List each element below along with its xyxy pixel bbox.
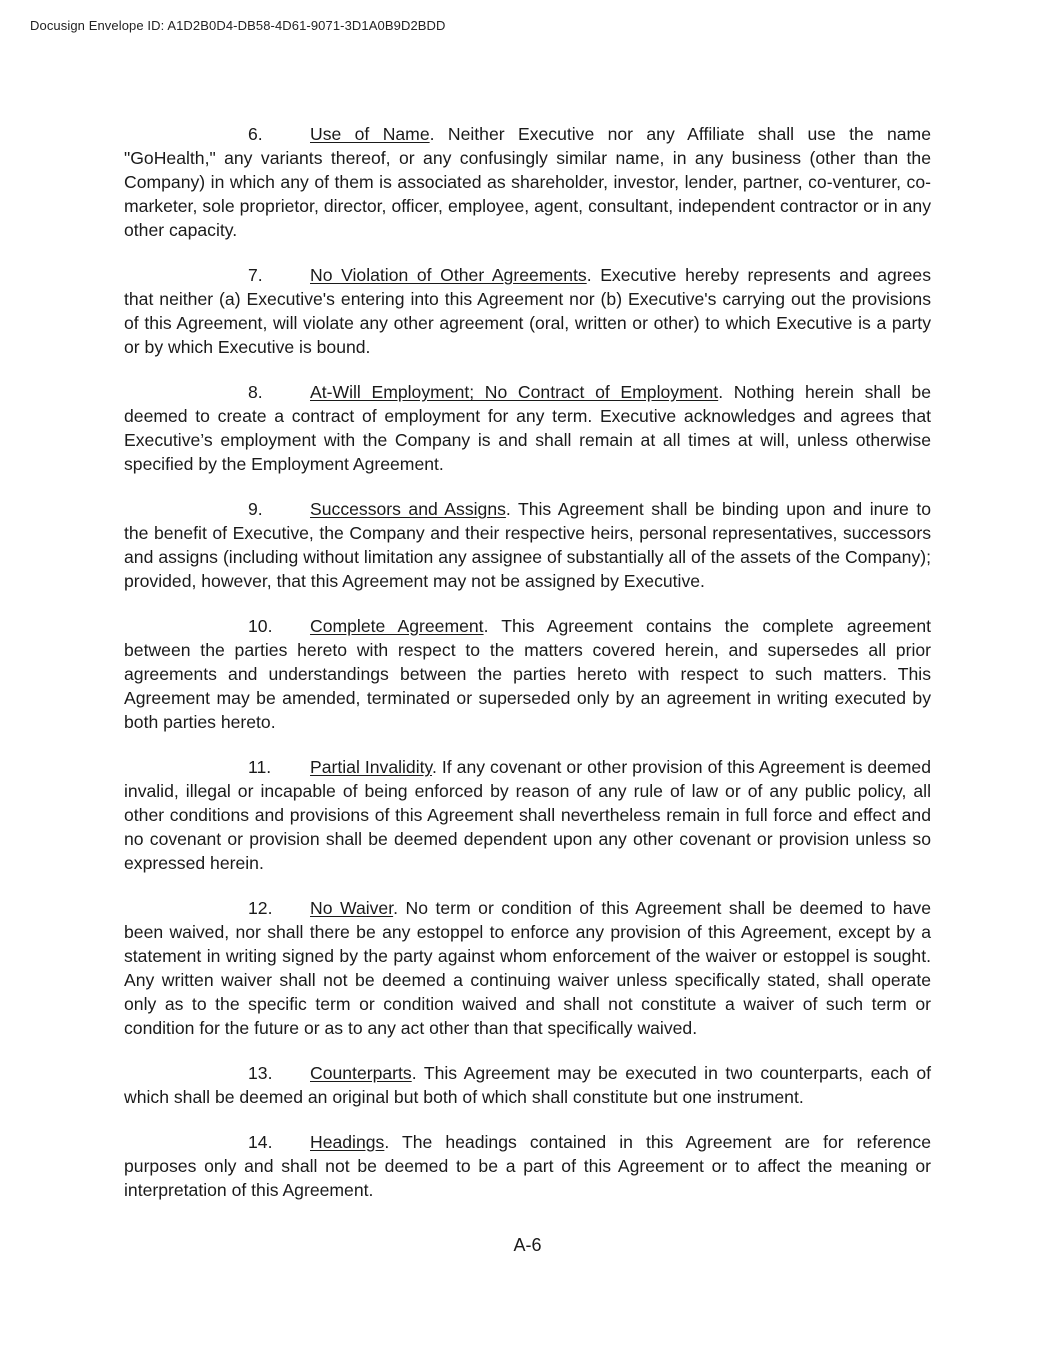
section-heading: Counterparts — [310, 1063, 412, 1083]
section-text: . If any covenant or other provision of this Agreement is deemed invalid, illegal or incapable of being enforced by reason of any rule of law or of any public policy, all other conditions and provisions of this Agreement shall nevertheless remain in full force and effect and no covenant or provision shall be deemed dependent upon any other covenant or provision unless so expressed herein. — [124, 757, 931, 873]
section-text: . Neither Executive nor any Affiliate shall use the name "GoHealth," any variants thereof, or any confusingly similar name, in any business (other than the Company) in which any of them is associated as shareholder, investor, lender, partner, co-venturer, co-marketer, sole proprietor, director, officer, employee, agent, consultant, independent contractor or in any other capacity. — [124, 124, 932, 240]
section-no-waiver — [124, 896, 931, 1040]
envelope-id: Docusign Envelope ID: A1D2B0D4-DB58-4D61-9071-3D1A0B9D2BDD — [30, 18, 446, 33]
section-text: . This Agreement contains the complete agreement between the parties hereto with respect to the matters covered herein, and supersedes all prior agreements and understandings between the parties hereto with respect to such matters. This Agreement may be amended, terminated or superseded only by an agreement in writing executed by both parties hereto. — [124, 616, 931, 732]
section-heading: Complete Agreement — [310, 616, 484, 636]
section-heading: Use of Name — [310, 124, 430, 144]
section-number: 8. — [248, 382, 263, 402]
section-heading: No Violation of Other Agreements — [310, 265, 587, 285]
section-heading: At-Will Employment; No Contract of Employment — [310, 382, 719, 402]
section-number: 14. — [248, 1132, 273, 1152]
section-complete-agreement — [124, 614, 931, 734]
section-number: 6. — [248, 124, 263, 144]
section-number: 10. — [248, 616, 273, 636]
section-number: 9. — [248, 499, 263, 519]
page-number: A-6 — [513, 1235, 542, 1255]
section-counterparts — [124, 1061, 931, 1109]
section-heading: No Waiver — [310, 898, 394, 918]
section-heading: Headings — [310, 1132, 385, 1152]
section-heading: Partial Invalidity — [310, 757, 433, 777]
section-text: . Nothing herein shall be deemed to create a contract of employment for any term. Executive acknowledges and agrees that Executive’s employment with the Company is and shall remain at all times at will, unless otherwise specified by the Employment Agreement. — [124, 382, 931, 474]
section-no-violation — [124, 263, 931, 359]
section-number: 11. — [248, 757, 272, 777]
section-text: . The headings contained in this Agreement are for reference purposes only and shall not be deemed to be a part of this Agreement or to affect the meaning or interpretation of this Agreement. — [124, 1132, 931, 1200]
section-text: . No term or condition of this Agreement shall be deemed to have been waived, nor shall there be any estoppel to enforce any provision of this Agreement, except by a statement in writing signed by the party against whom enforcement of the waiver or estoppel is sought. Any written waiver shall not be deemed a continuing waiver unless specifically stated, shall operate only as to the specific term or condition waived and shall not constitute a waiver of such term or condition for the future or as to any act other than that specifically waived. — [124, 898, 932, 1038]
section-text: . This Agreement shall be binding upon and inure to the benefit of Executive, the Company and their respective heirs, personal representatives, successors and assigns (including without limitation any assignee of substantially all of the assets of the Company); provided, however, that this Agreement may not be assigned by Executive. — [124, 499, 931, 591]
section-successors — [124, 497, 931, 593]
section-at-will — [124, 380, 931, 476]
section-text: . Executive hereby represents and agrees that neither (a) Executive's entering into this Agreement nor (b) Executive's carrying out the provisions of this Agreement, will violate any other agreement (oral, written or other) to which Executive is a party or by which Executive is bound. — [124, 265, 931, 357]
section-number: 13. — [248, 1063, 273, 1083]
document-body — [124, 122, 931, 1223]
section-use-of-name — [124, 122, 931, 242]
section-number: 12. — [248, 898, 273, 918]
section-heading: Successors and Assigns — [310, 499, 506, 519]
section-text: . This Agreement may be executed in two counterparts, each of which shall be deemed an original but both of which shall constitute but one instrument. — [124, 1063, 931, 1107]
section-headings — [124, 1130, 931, 1202]
section-number: 7. — [248, 265, 263, 285]
section-partial-invalidity — [124, 755, 931, 875]
